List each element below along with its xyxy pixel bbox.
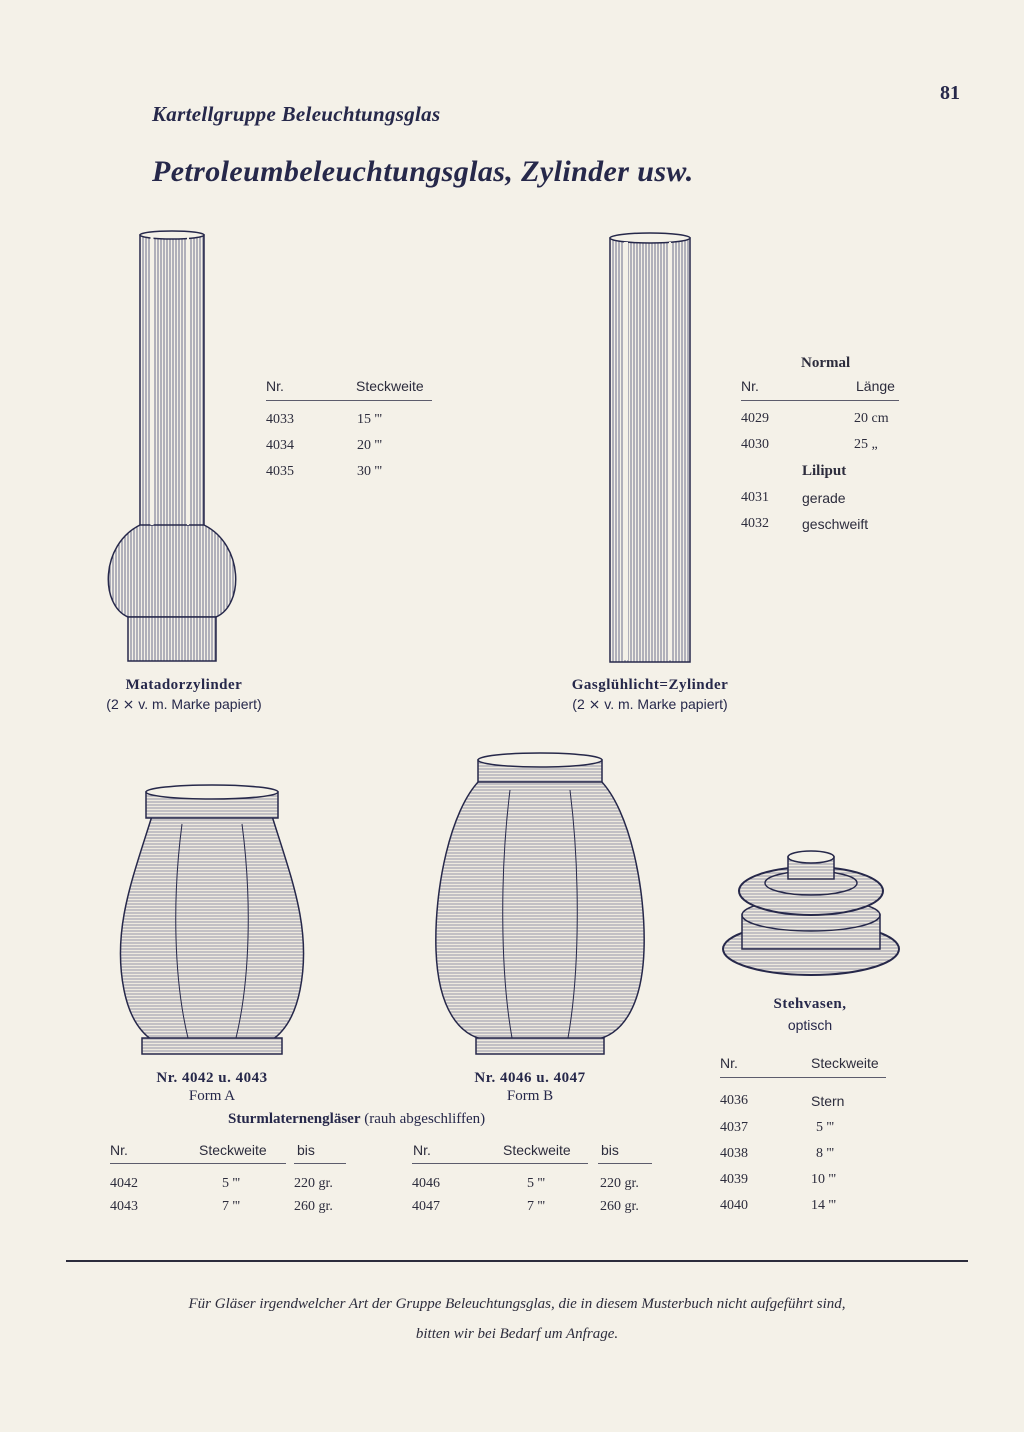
matador-chimney-illustration bbox=[100, 225, 250, 670]
matador-header-nr: Nr. bbox=[266, 378, 284, 394]
matador-row-value: 20 ''' bbox=[357, 438, 383, 453]
gas-row-value: gerade bbox=[802, 490, 846, 506]
gas-caption-note: (2 ⨯ v. m. Marke papiert) bbox=[572, 696, 728, 712]
form-a-caption-note: Form A bbox=[188, 1088, 236, 1104]
gas-row-nr: 4031 bbox=[741, 490, 769, 505]
sturm-cell: 4043 bbox=[110, 1199, 138, 1214]
page-number: 81 bbox=[940, 82, 960, 104]
form-b-glass-illustration bbox=[430, 750, 650, 1062]
sturm-header: Nr. bbox=[110, 1142, 128, 1158]
stehvase-illustration bbox=[718, 845, 904, 985]
gas-header-nr: Nr. bbox=[741, 378, 759, 394]
sturm-title-note: (rauh abgeschliffen) bbox=[364, 1111, 486, 1127]
matador-caption-name: Matadorzylinder bbox=[125, 677, 243, 693]
matador-row-nr: 4034 bbox=[266, 438, 294, 453]
form-a-glass-illustration bbox=[112, 780, 312, 1060]
sturm-header: Steckweite bbox=[503, 1142, 571, 1158]
sturm-cell: 7 ''' bbox=[527, 1199, 546, 1214]
form-b-caption-note: Form B bbox=[506, 1088, 554, 1104]
matador-header-steckweite: Steckweite bbox=[356, 378, 424, 394]
sturm-cell: 4047 bbox=[412, 1199, 440, 1214]
stehvasen-caption-note: optisch bbox=[787, 1017, 833, 1033]
sturm-cell: 7 ''' bbox=[222, 1199, 241, 1214]
sturm-header: bis bbox=[601, 1142, 619, 1158]
matador-row-nr: 4033 bbox=[266, 412, 294, 427]
matador-row-nr: 4035 bbox=[266, 464, 294, 479]
sturm-cell: 4042 bbox=[110, 1176, 138, 1191]
sturm-cell: 260 gr. bbox=[600, 1199, 639, 1214]
sturm-cell: 220 gr. bbox=[600, 1176, 639, 1191]
sturm-cell: 4046 bbox=[412, 1176, 440, 1191]
sturm-cell: 5 ''' bbox=[527, 1176, 546, 1191]
gas-row-nr: 4029 bbox=[741, 411, 769, 426]
gas-row-nr: 4030 bbox=[741, 437, 769, 452]
stehvasen-row-value: Stern bbox=[811, 1093, 845, 1109]
stehvasen-row-nr: 4039 bbox=[720, 1172, 748, 1187]
stehvasen-header-nr: Nr. bbox=[720, 1055, 738, 1071]
gas-row-value: 20 cm bbox=[854, 411, 889, 426]
stehvasen-row-value: 5 ''' bbox=[816, 1120, 835, 1135]
footer-divider bbox=[66, 1260, 968, 1262]
footer-line-1: Für Gläser irgendwelcher Art der Gruppe Beleuchtungsglas, die in diesem Musterbuch nicht aufgeführt sind, bbox=[188, 1296, 846, 1312]
stehvasen-header-steckweite: Steckweite bbox=[811, 1055, 879, 1071]
gas-row-value: geschweift bbox=[802, 516, 869, 532]
stehvasen-row-value: 14 ''' bbox=[811, 1198, 837, 1213]
sturm-header: Steckweite bbox=[199, 1142, 267, 1158]
sturm-cell: 5 ''' bbox=[222, 1176, 241, 1191]
gas-caption-name: Gasglühlicht=Zylinder bbox=[571, 677, 729, 693]
sturm-title-bold: Sturmlaternengläser bbox=[228, 1111, 361, 1127]
gas-row-value: 25 „ bbox=[854, 437, 878, 452]
gas-cylinder-illustration bbox=[600, 228, 700, 668]
sturm-header: Nr. bbox=[413, 1142, 431, 1158]
matador-row-value: 30 ''' bbox=[357, 464, 383, 479]
group-title: Kartellgruppe Beleuchtungsglas bbox=[152, 102, 441, 126]
stehvasen-row-nr: 4036 bbox=[720, 1093, 748, 1108]
form-b-caption-name: Nr. 4046 u. 4047 bbox=[474, 1070, 586, 1086]
stehvasen-row-nr: 4038 bbox=[720, 1146, 748, 1161]
main-title: Petroleumbeleuchtungsglas, Zylinder usw. bbox=[152, 155, 694, 188]
gas-section-normal: Normal bbox=[801, 355, 851, 371]
sturm-cell: 220 gr. bbox=[294, 1176, 333, 1191]
stehvasen-caption-name: Stehvasen, bbox=[773, 996, 847, 1012]
form-a-caption-name: Nr. 4042 u. 4043 bbox=[156, 1070, 268, 1086]
sturm-cell: 260 gr. bbox=[294, 1199, 333, 1214]
sturm-title bbox=[228, 1111, 485, 1128]
stehvasen-row-nr: 4040 bbox=[720, 1198, 748, 1213]
footer-line-2: bitten wir bei Bedarf um Anfrage. bbox=[415, 1326, 619, 1342]
gas-row-nr: 4032 bbox=[741, 516, 769, 531]
gas-section-liliput: Liliput bbox=[802, 463, 847, 479]
matador-caption-note: (2 ⨯ v. m. Marke papiert) bbox=[106, 696, 262, 712]
matador-row-value: 15 ''' bbox=[357, 412, 383, 427]
stehvasen-row-value: 10 ''' bbox=[811, 1172, 837, 1187]
stehvasen-row-nr: 4037 bbox=[720, 1120, 748, 1135]
sturm-header: bis bbox=[297, 1142, 315, 1158]
stehvasen-row-value: 8 ''' bbox=[816, 1146, 835, 1161]
gas-header-laenge: Länge bbox=[856, 378, 895, 394]
